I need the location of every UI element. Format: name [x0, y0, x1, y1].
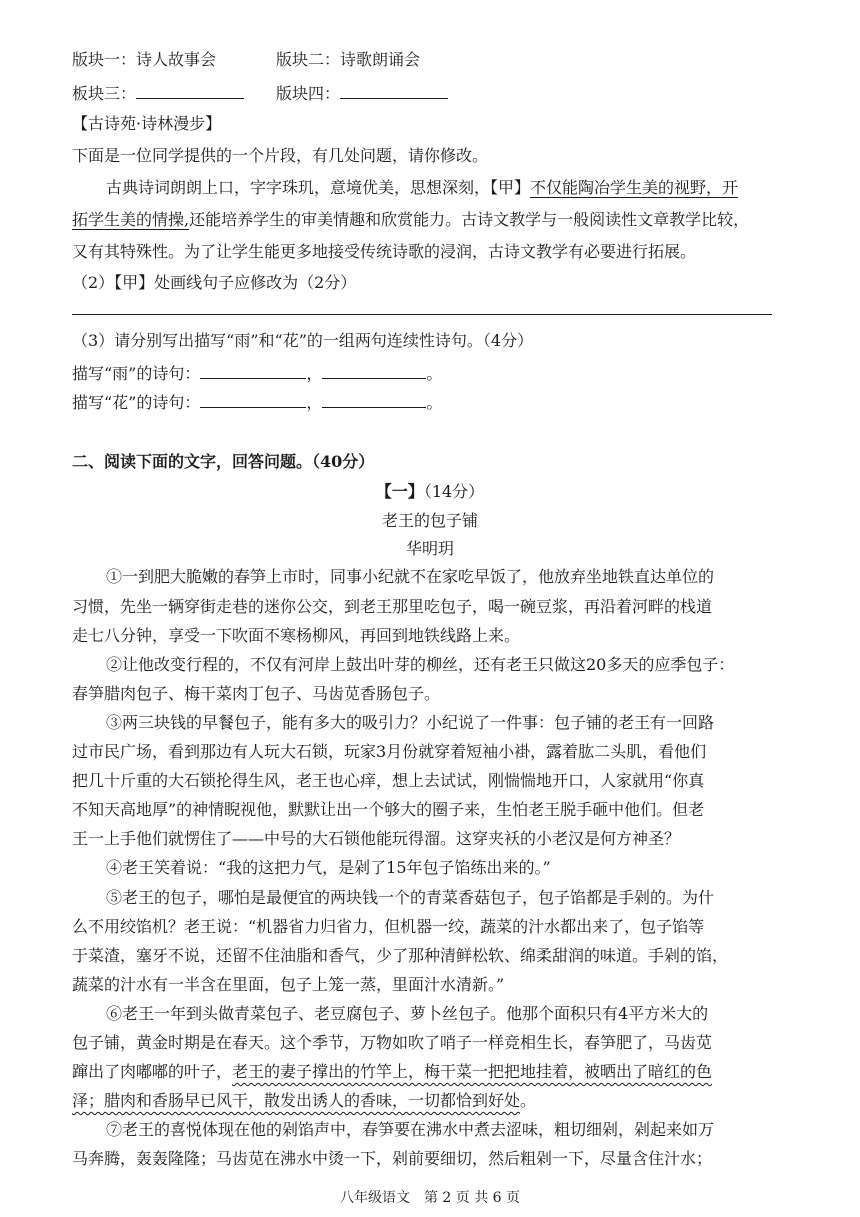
paragraph-line: 于菜渣，塞牙不说，还留不住油脂和香气，少了那种清鲜松软、绵柔甜润的味道。手剁的馅， — [72, 946, 729, 965]
board-row-2b — [276, 82, 448, 105]
part-heading — [0, 481, 860, 503]
jia-marker: 【甲】 — [490, 178, 531, 197]
paragraph-line: 马奔腾，轰轰隆隆；马齿苋在沸水中烫一下，剁前要细切，然后粗剁一下，尽量含住汁水； — [72, 1149, 713, 1168]
question-3: （3）请分别写出描写“雨”和“花”的一组两句连续性诗句。（4分） — [72, 331, 534, 350]
paragraph-line: ⑥老王一年到头做青菜包子、老豆腐包子、萝卜丝包子。他那个面积只有4平方米大的 — [106, 1004, 709, 1023]
paragraph-line: 走七八分钟，享受一下吹面不寒杨柳风，再回到地铁线路上来。 — [72, 626, 521, 645]
board-3-label: 板块三： — [72, 84, 137, 103]
comma: ， — [306, 364, 323, 383]
board-row-1b — [276, 49, 420, 71]
paragraph-text: 蹿出了肉嘟嘟的叶子， — [72, 1062, 233, 1081]
board-4-blank[interactable] — [340, 82, 448, 99]
rain-line — [72, 362, 442, 385]
board-2-label: 版块二： — [276, 50, 341, 69]
passage-text: 还能培养学生的审美情趣和欣赏能力。古诗文教学与一般阅读性文章教学比较， — [189, 210, 750, 229]
paragraph-line — [72, 1061, 712, 1083]
passage-text: 古典诗词朗朗上口，字字珠玑，意境优美，思想深刻， — [106, 178, 491, 197]
rain-blank-2[interactable] — [322, 362, 426, 379]
paragraph-line: 包子铺，黄金时期是在春天。这个季节，万物如吹了哨子一样竞相生长，春笋肥了，马齿苋 — [72, 1033, 713, 1052]
intro-text: 下面是一位同学提供的一个片段，有几处问题，请你修改。 — [72, 146, 489, 165]
flower-label: 描写“花”的诗句： — [72, 393, 201, 412]
paragraph-line: 蔬菜的汁水有一半含在里面，包子上笼一蒸，里面汁水清新。” — [72, 975, 505, 994]
board-1-label: 版块一： — [72, 50, 137, 69]
flower-line — [72, 391, 442, 414]
flower-blank-1[interactable] — [200, 391, 306, 408]
paragraph-line: ①一到肥大脆嫩的春笋上市时，同事小纪就不在家吃早饭了，他放弃坐地铁直达单位的 — [106, 567, 715, 586]
comma: ， — [306, 393, 323, 412]
paragraph-line: 过市民广场，看到那边有人玩大石锁，玩家3月份就穿着短袖小褂，露着肱二头肌，看他们 — [72, 742, 707, 761]
passage-line-3: 又有其特殊性。为了让学生能更多地接受传统诗歌的浸润，古诗文教学有必要进行拓展。 — [72, 242, 697, 261]
paragraph-line: 习惯，先坐一辆穿街走巷的迷你公交，到老王那里吃包子，喝一碗豆浆，再沿着河畔的栈道 — [72, 597, 713, 616]
board-row-2 — [72, 82, 244, 105]
part-score: （14分） — [423, 482, 485, 501]
board-3-blank[interactable] — [136, 82, 244, 99]
paragraph-line: 么不用绞馅机？老王说：“机器省力归省力，但机器一绞，蔬菜的汁水都出来了，包子馅等 — [72, 917, 705, 936]
board-4-label: 版块四： — [276, 84, 341, 103]
page-footer: 八年级语文 第 2 页 共 6 页 — [339, 1190, 521, 1206]
paragraph-line: 把几十斤重的大石锁抡得生风，老王也心痒，想上去试试，刚惴惴地开口，人家就用“你真 — [72, 771, 705, 790]
poetry-heading: 【古诗苑·诗林漫步】 — [72, 114, 222, 133]
section-2-heading: 二、阅读下面的文字，回答问题。（40分） — [72, 452, 375, 471]
paragraph-line: ③两三块钱的早餐包子，能有多大的吸引力？小纪说了一件事：包子铺的老王有一回路 — [106, 713, 715, 732]
paragraph-line: 王一上手他们就愣住了——中号的大石锁他能玩得溜。这穿夹袄的小老汉是何方神圣？ — [72, 829, 681, 848]
underlined-sentence-part2: 拓学生美的情操, — [72, 210, 190, 229]
passage-line-1 — [106, 177, 738, 199]
period: 。 — [426, 393, 443, 412]
flower-blank-2[interactable] — [322, 391, 426, 408]
period: 。 — [520, 1091, 537, 1110]
paragraph-line: ②让他改变行程的，不仅有河岸上鼓出叶芽的柳丝，还有老王只做这20多天的应季包子： — [106, 655, 735, 674]
paragraph-line: ④老王笑着说：“我的这把力气，是剁了15年包子馅练出来的。” — [106, 858, 551, 877]
wavy-underlined-text: 泽；腊肉和香肠早已风干，散发出诱人的香味，一切都恰到好处 — [72, 1091, 521, 1110]
paragraph-line: ⑤老王的包子，哪怕是最便宜的两块钱一个的青菜香菇包子，包子馅都是手剁的。为什 — [106, 888, 715, 907]
rain-blank-1[interactable] — [200, 362, 306, 379]
paragraph-line: 不知天高地厚”的神情睨视他，默默让出一个够大的圈子来，生怕老王脱手砸中他们。但老 — [72, 800, 705, 819]
part-label: 【一】 — [375, 482, 424, 501]
board-row-1 — [72, 49, 216, 71]
article-title: 老王的包子铺 — [381, 511, 478, 530]
question-2-answer-line[interactable] — [72, 314, 772, 315]
question-2: （2）【甲】处画线句子应修改为（2分） — [72, 273, 357, 292]
wavy-underlined-text: 老王的妻子撑出的竹竿上，梅干菜一把把地挂着，被晒出了暗红的色 — [232, 1062, 713, 1081]
board-2-value: 诗歌朗诵会 — [340, 50, 421, 69]
rain-label: 描写“雨”的诗句： — [72, 364, 201, 383]
paragraph-line — [72, 1090, 536, 1112]
underlined-sentence-part1: 不仅能陶冶学生美的视野，开 — [530, 178, 739, 197]
period: 。 — [426, 364, 443, 383]
board-1-value: 诗人故事会 — [136, 50, 217, 69]
passage-line-2 — [72, 209, 749, 231]
article-author: 华明玥 — [405, 539, 454, 558]
paragraph-line: 春笋腊肉包子、梅干菜肉丁包子、马齿苋香肠包子。 — [72, 684, 441, 703]
paragraph-line: ⑦老王的喜悦体现在他的剁馅声中，春笋要在沸水中煮去涩味，粗切细剁，剁起来如万 — [106, 1120, 715, 1139]
